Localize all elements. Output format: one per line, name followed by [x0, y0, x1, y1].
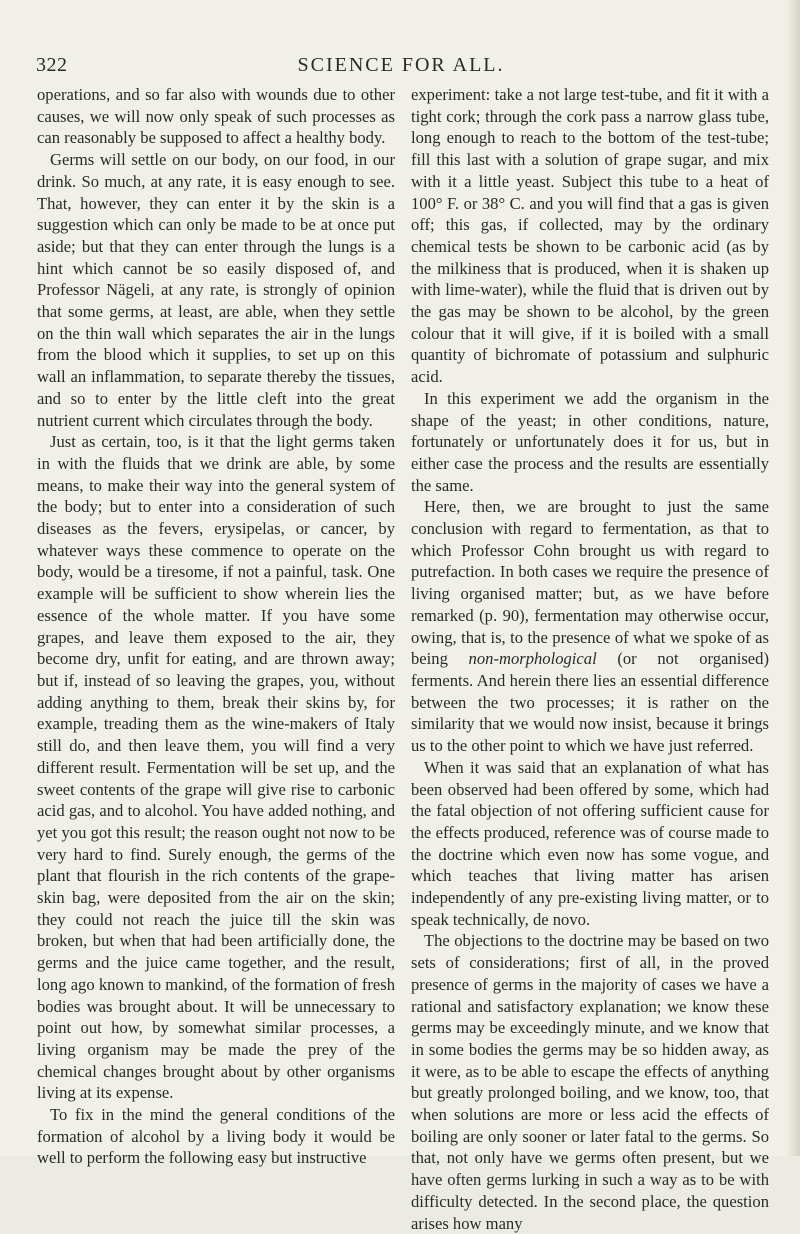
page-header	[36, 54, 766, 78]
paragraph-text: Here, then, we are brought to just the same conclusion with regard to fermentation, as that to which Professor Cohn brought us with regard to putrefaction. In both cases we require the presence of living organised matter; but, as we have before remarked (p. 90), fermentation may otherwise occur, owing, that is, to the presence of what we spoke of as being	[411, 497, 769, 669]
italic-term: non-morphological	[468, 649, 597, 669]
page-number: 322	[36, 54, 68, 76]
left-column	[37, 84, 395, 1169]
paragraph: When it was said that an explanation of what has been observed had been offered by some, which had the fatal objection of not offering sufficient cause for the effects produced, reference was of course made to the doctrine which even now has some vogue, and which teaches that living matter has arisen independently of any pre-existing living matter, or to speak technically, de novo.	[411, 757, 769, 929]
page-edge-shadow	[786, 0, 800, 1156]
paragraph: operations, and so far also with wounds due to other causes, we will now only speak of such processes as can reasonably be supposed to affect a healthy body.	[37, 85, 395, 148]
paragraph-text: (or not organised) ferments. And herein there lies an essential difference between the two processes; it is rather on the similarity that we would now insist, because it brings us to the other point to which we have just referred.	[411, 649, 769, 756]
paragraph-fermentation	[411, 496, 769, 756]
paragraph: Just as certain, too, is it that the light germs taken in with the fluids that we drink are able, by some means, to make their way into the general system of the body; but to enter into a consideration of such diseases as the fevers, erysipelas, or cancer, by whatever ways these commence to operate on the body, would be a tiresome, if not a painful, task. One example will be sufficient to show wherein lies the essence of the whole matter. If you have some grapes, and leave them exposed to the air, they become dry, unfit for eating, and are thrown away; but if, instead of so leaving the grapes, you, without adding anything to them, break their skins by, for example, treading them as the wine-makers of Italy still do, and then leave them, you will find a very different result. Fermentation will be set up, and the sweet contents of the grape will give rise to carbonic acid gas, and to alcohol. You have added nothing, and yet you got this result; the reason ought not now to be very hard to find. Surely enough, the germs of the plant that flourish in the rich contents of the grape-skin bag, were deposited from the air on the skin; they could not reach the juice till the skin was broken, but when that had been artificially done, the germs and the juice came together, and the result, long ago known to mankind, of the formation of fresh bodies was brought about. It will be unnecessary to point out how, by somewhat similar processes, a living organism may be made the prey of the chemical changes brought about by other organisms living at its expense.	[37, 432, 395, 1103]
paragraph: Germs will settle on our body, on our food, in our drink. So much, at any rate, it is easy enough to see. That, however, they can enter it by the skin is a suggestion which can only be made to be at once put aside; but that they can enter through the lungs is a hint which cannot be so easily disposed of, and Professor Nägeli, at any rate, is strongly of opinion that some germs, at least, are able, when they settle on the thin wall which separates the air in the lungs from the blood which it supplies, to set up on this wall an inflammation, to separate thereby the tissues, and so to enter by the little cleft into the great nutrient current which circulates through the body.	[37, 150, 395, 430]
paragraph: To fix in the mind the general conditions of the formation of alcohol by a living body it would be well to perform the following easy but instructive	[37, 1105, 395, 1168]
paragraph: In this experiment we add the organism in the shape of the yeast; in other conditions, nature, fortunately or unfortunately does it for us, but in either case the process and the results are essentially the same.	[411, 388, 769, 495]
paragraph: experiment: take a not large test-tube, and fit it with a tight cork; through the cork pass a narrow glass tube, long enough to reach to the bottom of the test-tube; fill this last with a solution of grape sugar, and mix with it a little yeast. Subject this tube to a heat of 100° F. or 38° C. and you will find that a gas is given off; this gas, if collected, may by the ordinary chemical tests be shown to be carbonic acid (as by the milkiness that is produced, when it is shaken up with lime-water), while the fluid that is driven out by the gas may be shown to be alcohol, by the green colour that it will give, if it is boiled with a small quantity of bichromate of potassium and sulphuric acid.	[411, 85, 769, 387]
right-column	[411, 84, 769, 1234]
paragraph: The objections to the doctrine may be based on two sets of considerations; first of all, in the proved presence of germs in the majority of cases we have a rational and satisfactory explanation; we know these germs may be exceedingly minute, and we know that in some bodies the germs may be so hidden away, as it were, as to be able to escape the effects of anything but greatly prolonged boiling, and we know, too, that when solutions are more or less acid the effects of boiling are only sooner or later fatal to the germs. So that, not only have we germs often present, but we have often germs lurking in such a way as to be with difficulty detected. In the second place, the question arises how many	[411, 931, 769, 1233]
running-head: SCIENCE FOR ALL.	[297, 54, 505, 76]
